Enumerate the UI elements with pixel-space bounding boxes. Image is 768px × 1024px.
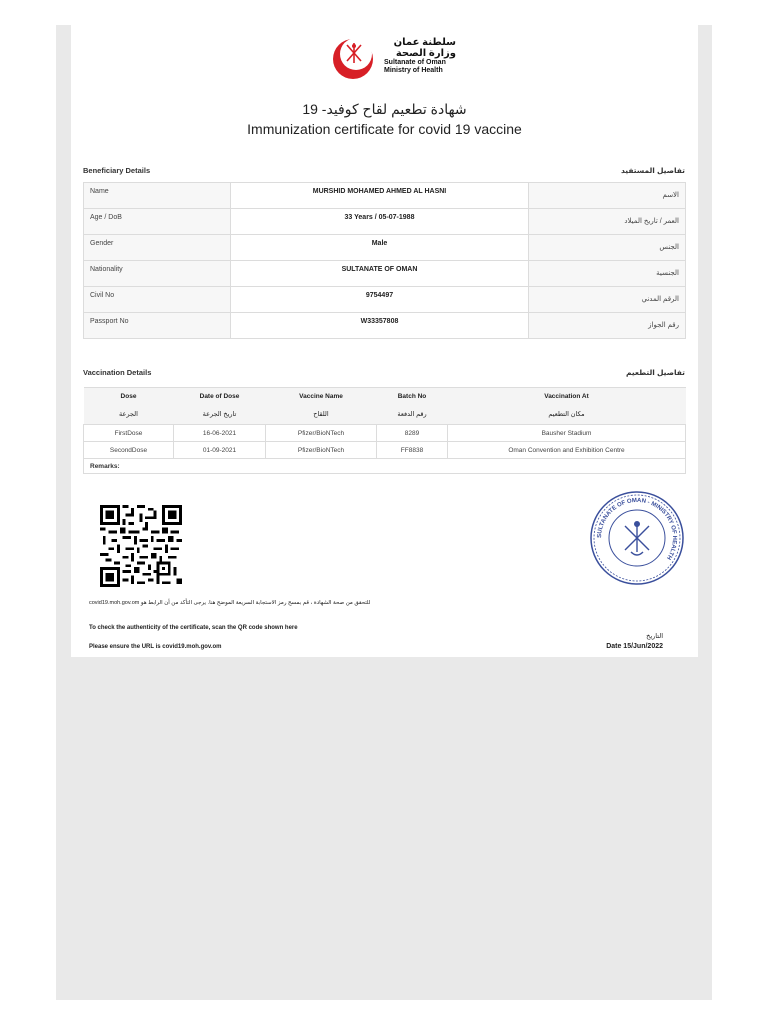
column-header-arabic: رقم الدفعة [377, 404, 448, 425]
field-label: Name [84, 183, 231, 209]
table-row [84, 425, 686, 442]
field-label-arabic: الجنس [529, 235, 686, 261]
table-cell: FirstDose [84, 425, 174, 442]
remarks-row [84, 459, 686, 474]
column-header-arabic: اللقاح [266, 404, 377, 425]
table-cell: FF8838 [377, 442, 448, 459]
table-header-row [84, 388, 686, 405]
field-label: Age / DoB [84, 209, 231, 235]
certificate-title: Immunization certificate for covid 19 vaccine [247, 121, 522, 137]
field-value: 9754497 [231, 287, 529, 313]
field-value: 33 Years / 05-07-1988 [231, 209, 529, 235]
field-label: Nationality [84, 261, 231, 287]
field-value: MURSHID MOHAMED AHMED AL HASNI [231, 183, 529, 209]
table-row [84, 261, 686, 287]
table-cell: Oman Convention and Exhibition Centre [448, 442, 686, 459]
stamp-text: SULTANATE OF OMAN - MINISTRY OF HEALTH [596, 497, 678, 561]
field-label: Passport No [84, 313, 231, 339]
column-header: Batch No [377, 388, 448, 405]
column-header: Vaccine Name [266, 388, 377, 405]
certificate-page [71, 25, 698, 657]
field-label-arabic: رقم الجواز [529, 313, 686, 339]
logo-english-line2: Ministry of Health [384, 66, 443, 74]
vaccination-table [83, 387, 686, 474]
field-value: SULTANATE OF OMAN [231, 261, 529, 287]
table-cell: Pfizer/BioNTech [266, 425, 377, 442]
field-label-arabic: العمر / تاريخ الميلاد [529, 209, 686, 235]
logo-arabic-line2: وزارة الصحة [395, 48, 456, 59]
vaccination-section-title: Vaccination Details [83, 368, 152, 377]
qr-code [100, 503, 182, 589]
column-header: Vaccination At [448, 388, 686, 405]
url-note: Please ensure the URL is covid19.moh.gov.om [89, 644, 222, 650]
ministry-stamp-icon [589, 490, 685, 586]
crescent-logo-icon [331, 33, 375, 83]
field-value: W33357808 [231, 313, 529, 339]
column-header: Date of Dose [174, 388, 266, 405]
field-label: Gender [84, 235, 231, 261]
vaccination-section-title-arabic: تفاصيل التطعيم [625, 368, 685, 377]
certificate-title-arabic: شهادة تطعيم لقاح كوفيد- 19 [302, 101, 467, 117]
field-label-arabic: الرقم المدني [529, 287, 686, 313]
column-header-arabic: الجرعة [84, 404, 174, 425]
column-header-arabic: تاريخ الجرعة [174, 404, 266, 425]
field-value: Male [231, 235, 529, 261]
beneficiary-section-title-arabic: تفاصيل المستفيد [620, 166, 685, 175]
logo-arabic-line1: سلطنة عمان [393, 37, 456, 48]
beneficiary-table [83, 182, 686, 339]
field-label-arabic: الاسم [529, 183, 686, 209]
field-label: Civil No [84, 287, 231, 313]
logo-english-line1: Sultanate of Oman [384, 59, 446, 66]
field-label-arabic: الجنسية [529, 261, 686, 287]
table-cell: SecondDose [84, 442, 174, 459]
table-row [84, 183, 686, 209]
qr-verification-note-arabic: للتحقق من صحة الشهادة ، قم بمسح رمز الاستجابة السريعة الموضح هنا. يرجى التأكد من أن الرابط هو covid19.moh.gov.om [89, 600, 371, 606]
table-cell: 01-09-2021 [174, 442, 266, 459]
beneficiary-section-title: Beneficiary Details [83, 166, 151, 175]
remarks-label: Remarks: [84, 459, 686, 474]
table-row [84, 313, 686, 339]
table-cell: 16-06-2021 [174, 425, 266, 442]
table-cell: Bausher Stadium [448, 425, 686, 442]
table-cell: Pfizer/BioNTech [266, 442, 377, 459]
table-header-row-arabic [84, 404, 686, 425]
table-row [84, 287, 686, 313]
table-row [84, 209, 686, 235]
issue-date: Date 15/Jun/2022 [606, 643, 663, 650]
table-row [84, 442, 686, 459]
column-header: Dose [84, 388, 174, 405]
table-cell: 8289 [377, 425, 448, 442]
date-label-arabic: التاريخ [646, 633, 663, 640]
column-header-arabic: مكان التطعيم [448, 404, 686, 425]
qr-verification-note: To check the authenticity of the certificate, scan the QR code shown here [89, 625, 298, 631]
moh-logo [331, 33, 456, 83]
table-row [84, 235, 686, 261]
